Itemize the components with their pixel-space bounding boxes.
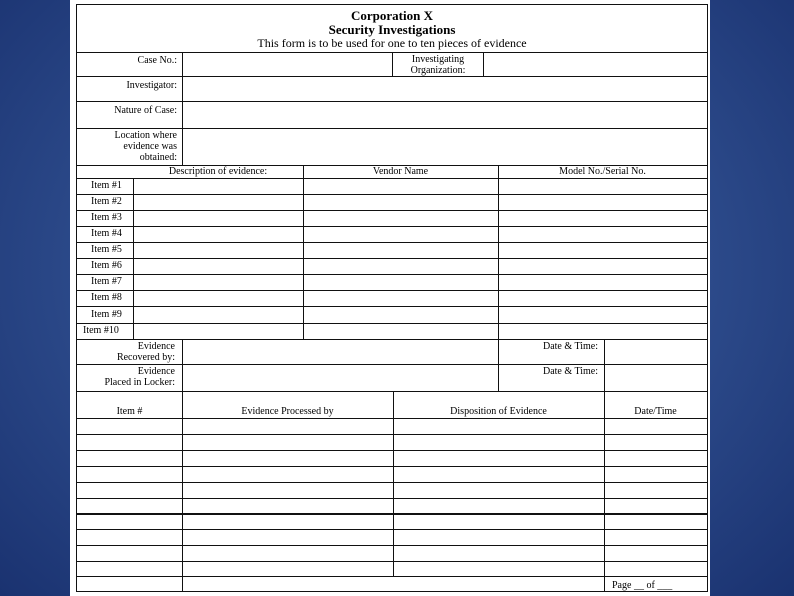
date-time-label: Date & Time: (542, 366, 598, 377)
item-label: Item #3 (91, 212, 122, 223)
investigating-org-field[interactable] (484, 53, 706, 75)
col-disposition: Disposition of Evidence (450, 406, 547, 417)
placed-label-line1: Evidence (137, 366, 175, 377)
location-label-line1: Location where (114, 130, 177, 141)
item-label: Item #5 (91, 244, 122, 255)
form-sheet (70, 0, 710, 596)
form-subtitle: This form is to be used for one to ten pieces of evidence (257, 36, 527, 50)
item-label: Item #9 (91, 309, 122, 320)
item-label: Item #4 (91, 228, 122, 239)
item-label: Item #2 (91, 196, 122, 207)
item-label: Item #1 (91, 180, 122, 191)
location-label-line2: evidence was (123, 141, 177, 152)
recovered-label-line1: Evidence (137, 341, 175, 352)
location-label-line3: obtained: (139, 152, 177, 163)
recovered-by-field[interactable] (183, 340, 497, 363)
recovered-date-field[interactable] (605, 340, 706, 363)
nature-of-case-field[interactable] (183, 102, 706, 127)
case-no-field[interactable] (183, 53, 391, 75)
location-field[interactable] (183, 129, 706, 164)
col-model: Model No./Serial No. (559, 166, 646, 177)
investigating-org-label-line1: Investigating (411, 54, 465, 65)
investigator-field[interactable] (183, 77, 706, 100)
recovered-label-line2: Recovered by: (116, 352, 175, 363)
evidence-form (76, 4, 708, 592)
org-name: Corporation X (351, 8, 433, 23)
col-processed-by: Evidence Processed by (241, 406, 334, 417)
col-date-time: Date/Time (634, 406, 677, 417)
investigating-org-label-line2: Organization: (410, 65, 466, 76)
col-vendor: Vendor Name (372, 166, 429, 177)
placed-date-field[interactable] (605, 365, 706, 390)
case-no-label: Case No.: (137, 55, 177, 66)
investigator-label: Investigator: (126, 80, 177, 91)
placed-in-locker-field[interactable] (183, 365, 497, 390)
form-title: Security Investigations (328, 22, 456, 37)
item-label: Item #8 (91, 292, 122, 303)
item-label: Item #7 (91, 276, 122, 287)
col-item-no: Item # (116, 406, 143, 417)
item-label: Item #6 (91, 260, 122, 271)
page-footer: Page __ of ___ (612, 580, 673, 591)
item-label: Item #10 (83, 325, 119, 336)
placed-label-line2: Placed in Locker: (104, 377, 175, 388)
col-description: Description of evidence: (168, 166, 268, 177)
nature-of-case-label: Nature of Case: (114, 105, 177, 116)
date-time-label: Date & Time: (542, 341, 598, 352)
